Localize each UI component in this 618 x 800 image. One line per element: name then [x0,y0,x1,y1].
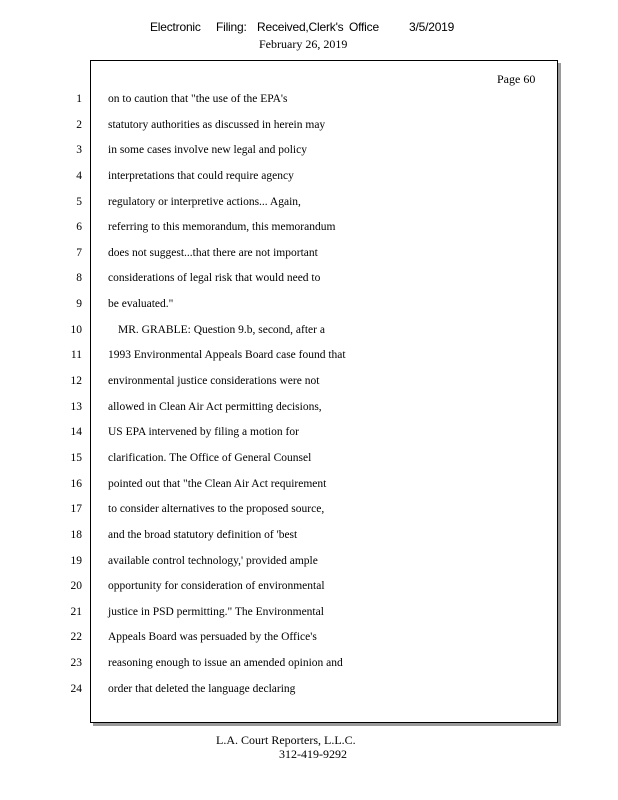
transcript-line [0,245,618,271]
line-text: considerations of legal risk that would need to [108,272,321,285]
line-text: pointed out that "the Clean Air Act requirement [108,477,327,490]
transcript-lines [0,91,618,706]
line-text: referring to this memorandum, this memorandum [108,221,336,234]
line-text: MR. GRABLE: Question 9.b, second, after a [118,323,325,336]
transcript-line [0,322,618,348]
line-text: and the broad statutory definition of 'best [108,528,298,541]
line-text: regulatory or interpretive actions... Again, [108,195,301,208]
line-text: interpretations that could require agency [108,169,294,182]
stamp-word-office: Office [349,20,379,34]
line-number: 8 [76,272,82,285]
line-number: 16 [70,477,82,490]
line-number: 20 [70,580,82,593]
line-number: 24 [70,682,82,695]
stamp-word-filing: Filing: [216,20,247,34]
page-number: Page 60 [497,72,536,86]
line-text: US EPA intervened by filing a motion for [108,426,299,439]
transcript-line [0,655,618,681]
line-text: statutory authorities as discussed in herein may [108,118,326,131]
line-number: 4 [76,169,82,182]
stamp-date: 3/5/2019 [409,20,455,34]
transcript-line [0,553,618,579]
line-number: 19 [70,554,82,567]
stamp-word-electronic: Electronic [150,20,201,34]
line-number: 10 [70,323,82,336]
transcript-line [0,501,618,527]
line-text: order that deleted the language declaring [108,682,296,695]
transcript-line [0,629,618,655]
line-number: 5 [76,195,82,208]
line-number: 21 [70,605,82,618]
line-text: in some cases involve new legal and policy [108,144,307,157]
line-text: environmental justice considerations were not [108,375,320,388]
transcript-line [0,194,618,220]
line-text: reasoning enough to issue an amended opinion and [108,657,343,670]
line-number: 11 [70,349,82,362]
line-text: available control technology,' provided ample [108,554,318,567]
line-text: allowed in Clean Air Act permitting decisions, [108,400,322,413]
line-text: to consider alternatives to the proposed source, [108,503,325,516]
transcript-line [0,424,618,450]
line-number: 18 [70,528,82,541]
line-number: 14 [70,426,82,439]
line-number: 9 [76,298,82,311]
transcript-line [0,91,618,117]
transcript-line [0,604,618,630]
line-text: opportunity for consideration of environmental [108,580,325,593]
transcript-line [0,399,618,425]
transcript-line [0,168,618,194]
line-number: 12 [70,375,82,388]
line-text: Appeals Board was persuaded by the Office's [108,631,317,644]
line-number: 1 [76,93,82,105]
stamp-word-received: Received,Clerk's [257,20,344,34]
line-text: justice in PSD permitting." The Environmental [108,605,324,618]
line-number: 13 [70,400,82,413]
transcript-line [0,347,618,373]
line-text: 1993 Environmental Appeals Board case found that [108,349,346,362]
transcript-line [0,476,618,502]
line-text: on to caution that "the use of the EPA's [108,93,288,105]
line-number: 7 [76,246,82,259]
court-reporter-phone: 312-419-9292 [279,747,347,761]
transcript-line [0,296,618,322]
transcript-line [0,270,618,296]
line-number: 15 [70,451,82,464]
transcript-line [0,450,618,476]
line-number: 2 [76,118,82,131]
transcript-line [0,681,618,707]
court-reporter-name: L.A. Court Reporters, L.L.C. [216,733,356,747]
filing-stamp [150,20,454,34]
line-text: does not suggest...that there are not important [108,246,318,259]
line-number: 3 [76,144,82,157]
transcript-line [0,578,618,604]
line-text: be evaluated." [108,298,174,311]
filed-date: February 26, 2019 [259,37,348,51]
transcript-line [0,142,618,168]
line-text: clarification. The Office of General Counsel [108,451,312,464]
line-number: 6 [76,221,82,234]
transcript-line [0,373,618,399]
transcript-line [0,219,618,245]
transcript-line [0,117,618,143]
line-number: 22 [70,631,82,644]
transcript-line [0,527,618,553]
line-number: 23 [70,657,82,670]
line-number: 17 [70,503,82,516]
